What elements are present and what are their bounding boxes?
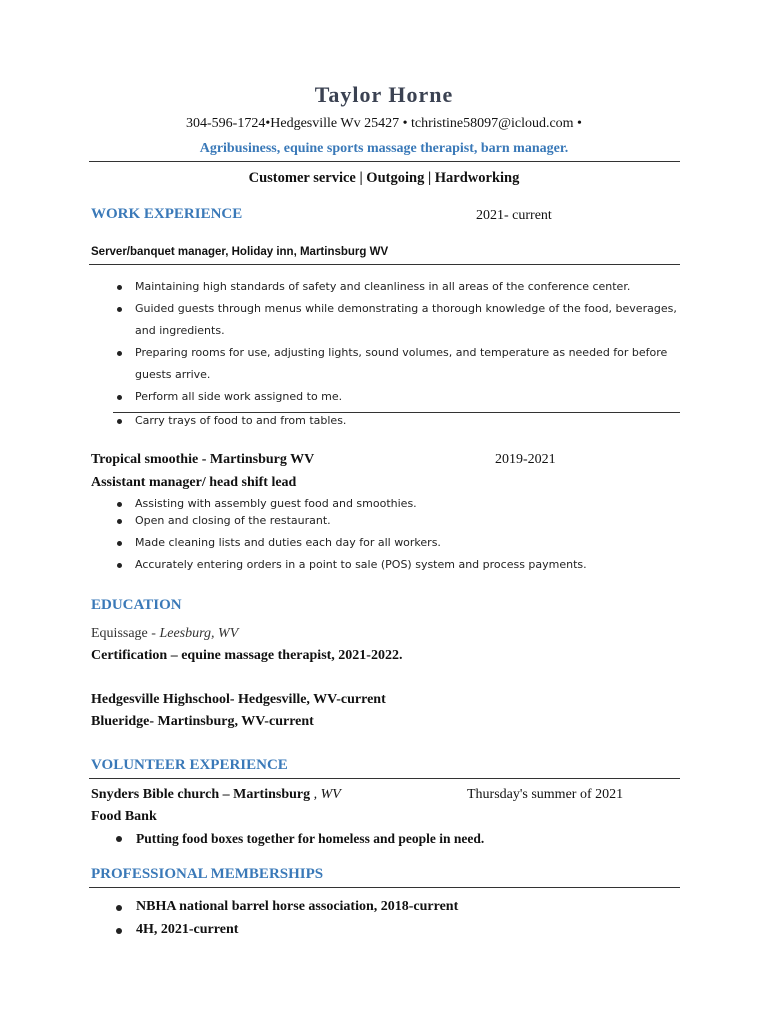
memberships-divider bbox=[89, 887, 680, 888]
job1-position: Server/banquet manager, Holiday inn, Martinsburg WV bbox=[91, 246, 389, 258]
job2-dates: 2019-2021 bbox=[495, 452, 556, 467]
school3: Blueridge- Martinsburg, WV-current bbox=[91, 714, 314, 729]
bullet-icon bbox=[117, 502, 122, 507]
bullet-divider bbox=[113, 412, 680, 413]
school2: Hedgesville Highschool- Hedgesville, WV-current bbox=[91, 692, 386, 707]
job1-divider bbox=[89, 264, 680, 265]
volunteer-org-location: , WV bbox=[313, 787, 341, 802]
bullet-icon bbox=[117, 419, 122, 424]
certification: Certification – equine massage therapist, 2021-2022. bbox=[91, 648, 403, 663]
job1-bullet-3: Preparing rooms for use, adjusting lights, sound volumes, and temperature as needed for before bbox=[135, 346, 668, 359]
bullet-icon bbox=[116, 905, 122, 911]
bullet-icon bbox=[117, 563, 122, 568]
job2-bullet-4: Accurately entering orders in a point to sale (POS) system and process payments. bbox=[135, 558, 587, 571]
job1-bullet-5: Carry trays of food to and from tables. bbox=[135, 414, 347, 427]
header-divider bbox=[89, 161, 680, 162]
job1-bullet-2-cont: and ingredients. bbox=[135, 324, 225, 337]
volunteer-org bbox=[91, 787, 341, 803]
skills-line: Customer service | Outgoing | Hardworking bbox=[248, 170, 520, 186]
tagline: Agribusiness, equine sports massage therapist, barn manager. bbox=[199, 141, 569, 156]
bullet-icon bbox=[117, 351, 122, 356]
section-title-education: EDUCATION bbox=[91, 597, 182, 613]
bullet-icon bbox=[116, 836, 122, 842]
bullet-icon bbox=[117, 395, 122, 400]
bullet-icon bbox=[116, 928, 122, 934]
job1-dates: 2021- current bbox=[476, 208, 552, 223]
membership-item-1: NBHA national barrel horse association, 2018-current bbox=[136, 899, 459, 914]
bullet-icon bbox=[117, 285, 122, 290]
job2-bullet-1: Assisting with assembly guest food and smoothies. bbox=[135, 497, 417, 510]
job2-employer: Tropical smoothie - Martinsburg WV bbox=[91, 452, 315, 467]
school1-name: Equissage - bbox=[91, 626, 160, 641]
school1-location: Leesburg, WV bbox=[159, 626, 239, 641]
volunteer-dates: Thursday's summer of 2021 bbox=[467, 787, 624, 802]
bullet-icon bbox=[117, 307, 122, 312]
job1-bullet-1: Maintaining high standards of safety and cleanliness in all areas of the conference center. bbox=[135, 280, 631, 293]
volunteer-org-name: Snyders Bible church – Martinsburg bbox=[91, 787, 314, 802]
contact-line: 304-596-1724•Hedgesville Wv 25427 • tchristine58097@icloud.com • bbox=[186, 116, 582, 131]
bullet-icon bbox=[117, 519, 122, 524]
section-title-volunteer: VOLUNTEER EXPERIENCE bbox=[91, 757, 288, 773]
job2-bullet-3: Made cleaning lists and duties each day for all workers. bbox=[135, 536, 441, 549]
volunteer-bullet: Putting food boxes together for homeless and people in need. bbox=[136, 831, 485, 846]
section-title-work: WORK EXPERIENCE bbox=[91, 206, 243, 222]
school1 bbox=[91, 626, 238, 642]
membership-item-2: 4H, 2021-current bbox=[136, 922, 239, 937]
job1-bullet-4: Perform all side work assigned to me. bbox=[135, 390, 343, 403]
volunteer-divider bbox=[89, 778, 680, 779]
job1-bullet-2: Guided guests through menus while demonstrating a thorough knowledge of the food, beverages, bbox=[135, 302, 677, 315]
job2-bullet-2: Open and closing of the restaurant. bbox=[135, 514, 331, 527]
resume-name: Taylor Horne bbox=[314, 82, 454, 107]
job1-bullet-3-cont: guests arrive. bbox=[135, 368, 211, 381]
job2-position: Assistant manager/ head shift lead bbox=[91, 475, 297, 490]
bullet-icon bbox=[117, 541, 122, 546]
section-title-memberships: PROFESSIONAL MEMBERSHIPS bbox=[91, 866, 324, 882]
volunteer-role: Food Bank bbox=[91, 809, 157, 824]
